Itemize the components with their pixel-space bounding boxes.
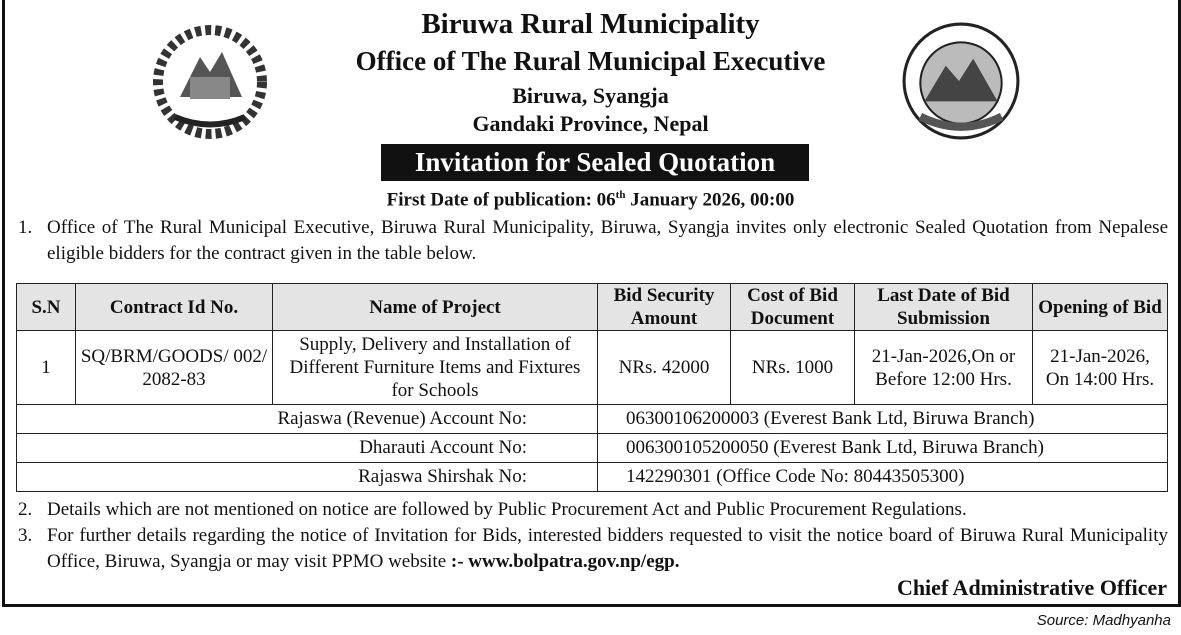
- signatory-title: Chief Administrative Officer: [896, 575, 1167, 600]
- header-sn: S.N: [17, 284, 76, 331]
- cell-project-name: Supply, Delivery and Installation of Different Furniture Items and Fixtures for Schools: [273, 331, 598, 405]
- cell-cost: NRs. 1000: [731, 331, 855, 405]
- account-row: [17, 463, 1168, 492]
- notice-title-banner: Invitation for Sealed Quotation: [381, 144, 809, 181]
- header-project-name: Name of Project: [273, 284, 598, 331]
- paragraph-number: 2.: [18, 499, 33, 520]
- account-label: Rajaswa (Revenue) Account No:: [17, 405, 598, 434]
- publication-date: [0, 189, 1181, 211]
- province-line: Gandaki Province, Nepal: [472, 111, 709, 136]
- header-contract-id: Contract Id No.: [76, 284, 273, 331]
- header-last-date: Last Date of Bid Submission: [855, 284, 1033, 331]
- pub-sup: th: [615, 189, 626, 201]
- paragraph-2: [18, 497, 1168, 523]
- paragraph-3: [18, 523, 1168, 575]
- table-row: [17, 331, 1168, 405]
- paragraph-text-body: For further details regarding the notice of Invitation for Bids, interested bidders requested to visit the notice board of Biruwa Rural Municipality Office, Biruwa, Syangja or may visit PPMO website: [47, 525, 1168, 572]
- source-credit: Source: Madhyanha: [1036, 612, 1171, 629]
- account-row: [17, 405, 1168, 434]
- cell-last-date: 21-Jan-2026,On or Before 12:00 Hrs.: [855, 331, 1033, 405]
- account-label: Rajaswa Shirshak No:: [17, 463, 598, 492]
- account-value: 06300106200003 (Everest Bank Ltd, Biruwa Branch): [598, 405, 1168, 434]
- cell-contract-id: SQ/BRM/GOODS/ 002/ 2082-83: [76, 331, 273, 405]
- bid-table: [16, 283, 1168, 492]
- municipality-name: Biruwa Rural Municipality: [421, 8, 760, 40]
- paragraph-number: 3.: [18, 525, 33, 546]
- table-header-row: [17, 284, 1168, 331]
- header-cost: Cost of Bid Document: [731, 284, 855, 331]
- account-label: Dharauti Account No:: [17, 434, 598, 463]
- paragraph-text: Office of The Rural Municipal Executive, Biruwa Rural Municipality, Biruwa, Syangja invites only electronic Sealed Quotation from Nepalese eligible bidders for the contract given in the table below.: [47, 217, 1168, 264]
- pub-suffix: January 2026, 00:00: [625, 189, 795, 211]
- account-row: [17, 434, 1168, 463]
- header-opening: Opening of Bid: [1033, 284, 1168, 331]
- address-line: Biruwa, Syangja: [512, 83, 669, 108]
- office-name: Office of The Rural Municipal Executive: [355, 46, 826, 76]
- account-value: 006300105200050 (Everest Bank Ltd, Biruwa Branch): [598, 434, 1168, 463]
- ppmo-website-link[interactable]: :- www.bolpatra.gov.np/egp.: [450, 551, 680, 572]
- cell-opening: 21-Jan-2026, On 14:00 Hrs.: [1033, 331, 1168, 405]
- cell-bid-security: NRs. 42000: [598, 331, 731, 405]
- paragraph-1: [18, 215, 1168, 267]
- account-value: 142290301 (Office Code No: 80443505300): [598, 463, 1168, 492]
- paragraph-text: [47, 523, 1168, 575]
- pub-prefix: First Date of publication: 06: [386, 189, 616, 211]
- cell-sn: 1: [17, 331, 76, 405]
- header-bid-security: Bid Security Amount: [598, 284, 731, 331]
- paragraph-number: 1.: [18, 217, 33, 238]
- paragraph-text: Details which are not mentioned on notice are followed by Public Procurement Act and Public Procurement Regulations.: [47, 499, 967, 520]
